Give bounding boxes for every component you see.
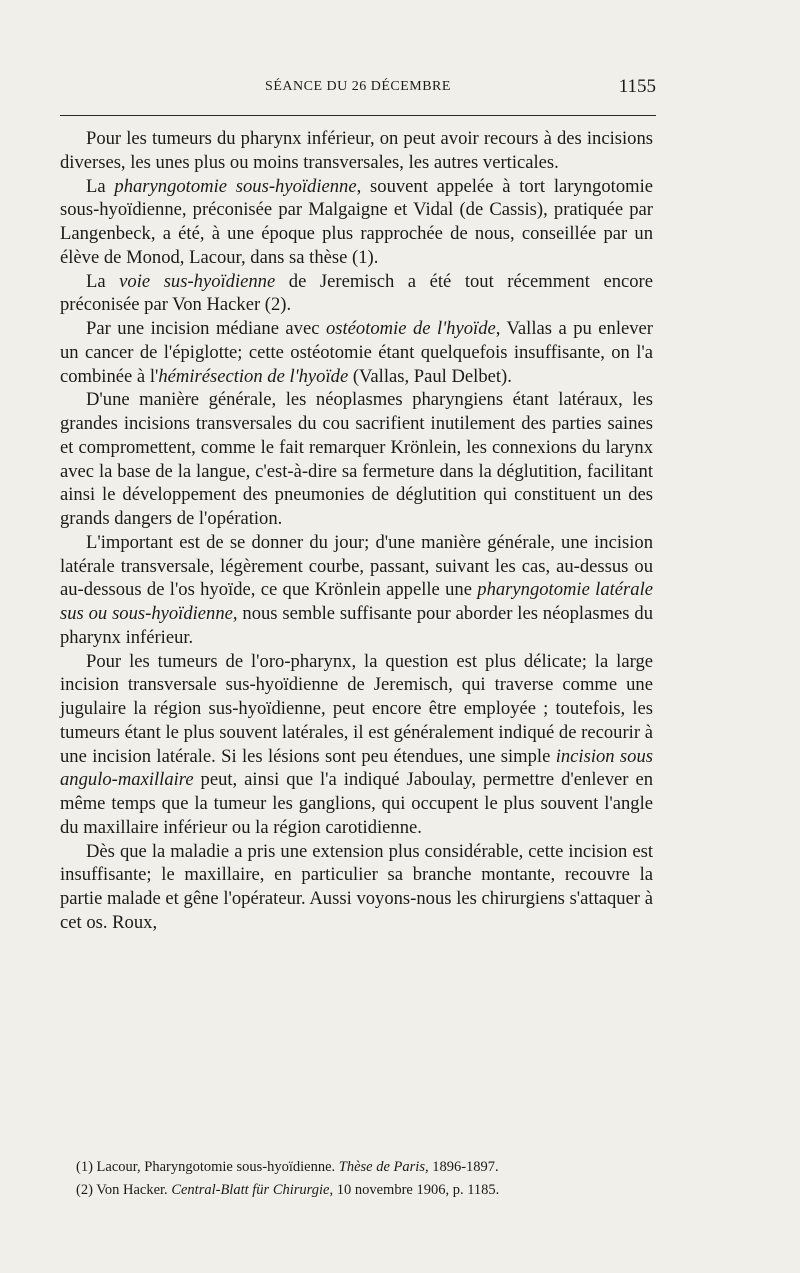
- italic-term: pharyngotomie sous-hyoïdienne: [114, 175, 357, 197]
- paragraph-8: Dès que la maladie a pris une extension plus considérable, cette incision est insuffisante; le maxillaire, en particulier sa branche montante, recouvre la partie malade et gêne l'opérateur. Aussi voyons-nous les chirurgiens s'attaquer à cet os. Roux,: [60, 840, 653, 933]
- italic-term: ostéotomie de l'hyoïde: [325, 318, 496, 339]
- footnotes: [60, 1156, 660, 1202]
- page-header: [60, 76, 656, 100]
- italic-term: hémirésection de l'hyoïde: [158, 365, 349, 387]
- footnote-1: (1) Lacour, Pharyngotomie sous-hyoïdienne. Thèse de Paris, 1896-1897.: [76, 1159, 499, 1175]
- paragraph-3: La voie sus-hyoïdienne de Jeremisch a été tout récemment encore préconisée par Von Hacker (2).: [60, 270, 653, 316]
- main-text: [60, 127, 653, 935]
- paragraph-6: L'important est de se donner du jour; d'une manière générale, une incision latérale transversale, légèrement courbe, passant, suivant les cas, au-dessus ou au-dessous de l'os hyoïde, ce que Krönlein appelle une pharyngotomie latérale sus ou sous-hyoïdienne, nous semble suffisante pour aborder les néoplasmes du pharynx inférieur.: [60, 531, 653, 648]
- footnote-2: (2) Von Hacker. Central-Blatt für Chirurgie, 10 novembre 1906, p. 1185.: [76, 1182, 500, 1198]
- running-title: SÉANCE DU 26 DÉCEMBRE: [265, 79, 451, 94]
- paragraph-4: Par une incision médiane avec ostéotomie de l'hyoïde, Vallas a pu enlever un cancer de l'épiglotte; cette ostéotomie étant quelquefois insuffisante, on l'a combinée à l'hémirésection de l'hyoïde (Vallas, Paul Delbet).: [60, 318, 653, 387]
- page-number: 1155: [618, 76, 656, 97]
- italic-term: voie sus-hyoïdienne: [119, 270, 276, 292]
- paragraph-7: Pour les tumeurs de l'oro-pharynx, la question est plus délicate; la large incision transversale sus-hyoïdienne de Jeremisch, qui traverse comme une jugulaire la région sus-hyoïdienne, peut encore être employée ; toutefois, les tumeurs étant le plus souvent latérales, il est généralement indiqué de recourir à une incision latérale. Si les lésions sont peu étendues, une simple incision sous angulo-maxillaire peut, ainsi que l'a indiqué Jaboulay, permettre d'enlever en même temps que la tumeur les ganglions, qui occupent le plus souvent l'angle du maxillaire inférieur ou la région carotidienne.: [60, 650, 653, 838]
- paragraph-2: La pharyngotomie sous-hyoïdienne, souvent appelée à tort laryngotomie sous-hyoïdienne, préconisée par Malgaigne et Vidal (de Cassis), pratiquée par Langenbeck, a été, à une époque plus rapprochée de nous, conseillée par un élève de Monod, Lacour, dans sa thèse (1).: [60, 175, 653, 268]
- italic-term: pharyngotomie latérale sus ou sous-hyoïdienne: [60, 579, 653, 624]
- paragraph-5: D'une manière générale, les néoplasmes pharyngiens étant latéraux, les grandes incisions transversales du cou sacrifient inutilement des parties saines et compromettent, comme le fait remarquer Krönlein, les connexions du larynx avec la base de la langue, c'est-à-dire sa fermeture dans la déglutition, facilitant ainsi le développement des pneumonies de déglutition qui constituent un des grands dangers de l'opération.: [60, 389, 653, 529]
- paragraph-1: Pour les tumeurs du pharynx inférieur, on peut avoir recours à des incisions diverses, les unes plus ou moins transversales, les autres verticales.: [60, 128, 653, 173]
- italic-term: incision sous angulo-maxillaire: [60, 745, 653, 791]
- header-rule: [60, 115, 656, 116]
